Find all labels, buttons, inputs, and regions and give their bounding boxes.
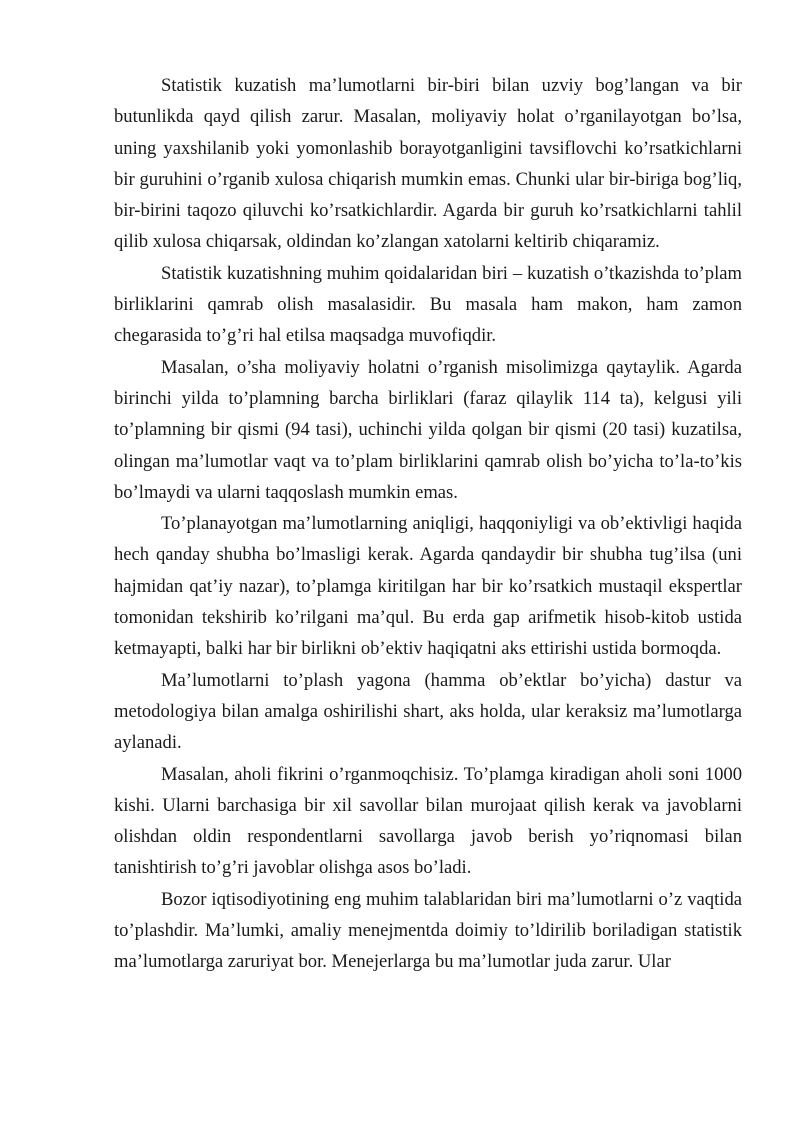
document-page bbox=[114, 70, 742, 978]
paragraph-3: Masalan, o’sha moliyaviy holatni o’rganish misolimizga qaytaylik. Agarda birinchi yilda to’plamning barcha birliklari (faraz qilaylik 114 ta), kelgusi yili to’plamning bir qismi (94 tasi), uchinchi yilda qolgan bir qismi (20 tasi) kuzatilsa, olingan ma’lumotlar vaqt va to’plam birliklarini qamrab olish bo’yicha to’la-to’kis bo’lmaydi va ularni taqqoslash mumkin emas. bbox=[114, 356, 742, 503]
paragraph-6: Masalan, aholi fikrini o’rganmoqchisiz. To’plamga kiradigan aholi soni 1000 kishi. Ularni barchasiga bir xil savollar bilan murojaat qilish kerak va javoblarni olishdan oldin respondentlarni savollarga javob berish yo’riqnomasi bilan tanishtirish to’g’ri javoblar olishga asos bo’ladi. bbox=[114, 763, 742, 879]
paragraph-7: Bozor iqtisodiyotining eng muhim talablaridan biri ma’lumotlarni o’z vaqtida to’plashdir. Ma’lumki, amaliy menejmentda doimiy to’ldirilib boriladigan statistik ma’lumotlarga zaruriyat bor. Menejerlarga bu ma’lumotlar juda zarur. Ular bbox=[114, 888, 742, 973]
paragraph-4: To’planayotgan ma’lumotlarning aniqligi, haqqoniyligi va ob’ektivligi haqida hech qanday shubha bo’lmasligi kerak. Agarda qandaydir bir shubha tug’ilsa (uni hajmidan qat’iy nazar), to’plamga kiritilgan har bir ko’rsatkich mustaqil ekspertlar tomonidan tekshirib ko’rilgani ma’qul. Bu erda gap arifmetik hisob-kitob ustida ketmayapti, balki har bir birlikni ob’ektiv haqiqatni aks ettirishi ustida bormoqda. bbox=[114, 513, 742, 660]
paragraph-2: Statistik kuzatishning muhim qoidalaridan biri – kuzatish o’tkazishda to’plam birliklarini qamrab olish masalasidir. Bu masala ham makon, ham zamon chegarasida to’g’ri hal etilsa maqsadga muvofiqdir. bbox=[114, 262, 742, 347]
paragraph-5: Ma’lumotlarni to’plash yagona (hamma ob’ektlar bo’yicha) dastur va metodologiya bilan amalga oshirilishi shart, aks holda, ular keraksiz ma’lumotlarga aylanadi. bbox=[114, 669, 742, 754]
paragraph-1: Statistik kuzatish ma’lumotlarni bir-biri bilan uzviy bog’langan va bir butunlikda qayd qilish zarur. Masalan, moliyaviy holat o’rganilayotgan bo’lsa, uning yaxshilanib yoki yomonlashib borayotganligini tavsiflovchi ko’rsatkichlarni bir guruhini o’rganib xulosa chiqarish mumkin emas. Chunki ular bir-biriga bog’liq, bir-birini taqozo qiluvchi ko’rsatkichlardir. Agarda bir guruh ko’rsatkichlarni tahlil qilib xulosa chiqarsak, oldindan ko’zlangan xatolarni keltirib chiqaramiz. bbox=[114, 75, 742, 253]
